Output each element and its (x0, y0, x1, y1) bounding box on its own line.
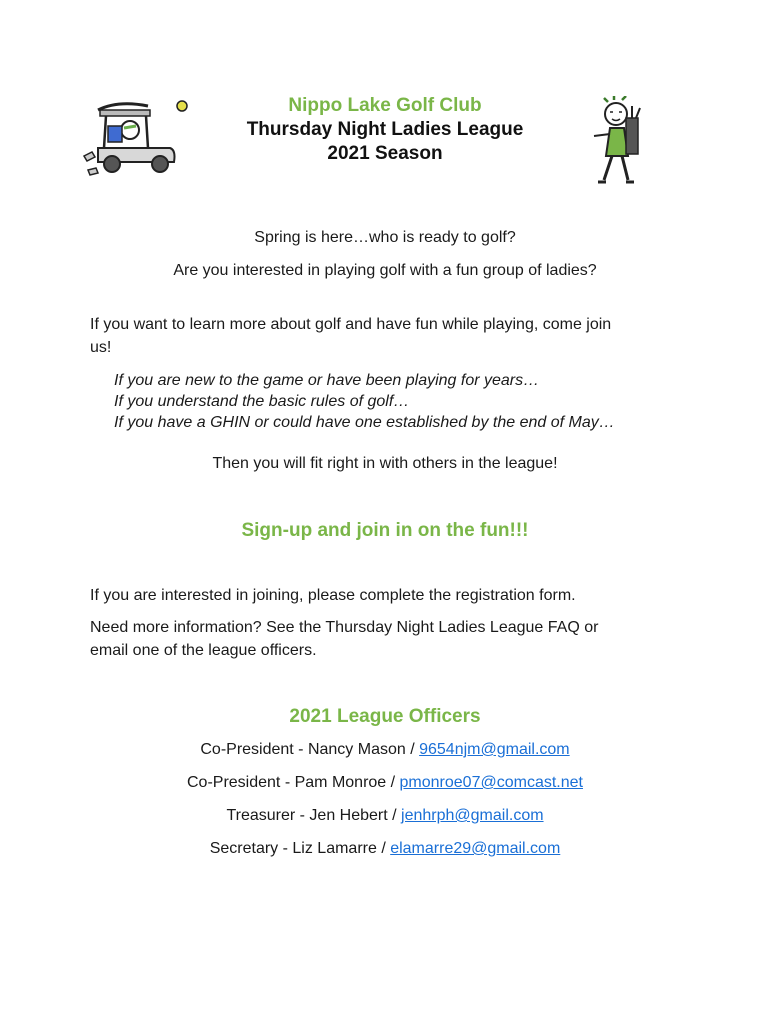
officer-row (0, 772, 770, 794)
signup-line-2b: email one of the league officers. (90, 642, 317, 659)
intro-paragraph-a: If you want to learn more about golf and have fun while playing, come join (90, 316, 612, 333)
signup-line-1: If you are interested in joining, please complete the registration form. (90, 587, 576, 604)
intro-line-1: Spring is here…who is ready to golf? (254, 229, 516, 246)
fit-line: Then you will fit right in with others in the league! (212, 455, 558, 472)
officer-email-link[interactable]: elamarre29@gmail.com (390, 840, 561, 857)
league-name: Thursday Night Ladies League (246, 119, 524, 140)
officer-row (0, 805, 770, 827)
condition-line: If you are new to the game or have been playing for years… (114, 372, 540, 389)
officer-role: Co-President - Nancy Mason / (200, 741, 420, 758)
condition-line: If you have a GHIN or could have one established by the end of May… (114, 414, 615, 431)
officer-row (0, 739, 770, 761)
intro-line-2: Are you interested in playing golf with a fun group of ladies? (173, 262, 597, 279)
officer-email-link[interactable]: 9654njm@gmail.com (419, 741, 570, 758)
intro-paragraph-b: us! (90, 339, 112, 356)
officers-heading: 2021 League Officers (289, 706, 481, 727)
season-title: 2021 Season (327, 143, 443, 164)
club-name: Nippo Lake Golf Club (288, 95, 482, 116)
officer-role: Co-President - Pam Monroe / (187, 774, 400, 791)
officer-email-link[interactable]: pmonroe07@comcast.net (399, 774, 583, 791)
officer-role: Treasurer - Jen Hebert / (226, 807, 402, 824)
officer-email-link[interactable]: jenhrph@gmail.com (401, 807, 544, 824)
signup-line-2a: Need more information? See the Thursday Night Ladies League FAQ or (90, 619, 599, 636)
flyer-header (0, 94, 770, 166)
officer-role: Secretary - Liz Lamarre / (209, 840, 391, 857)
signup-heading: Sign-up and join in on the fun!!! (241, 520, 529, 541)
officer-row (0, 838, 770, 860)
condition-line: If you understand the basic rules of golf… (114, 393, 410, 410)
